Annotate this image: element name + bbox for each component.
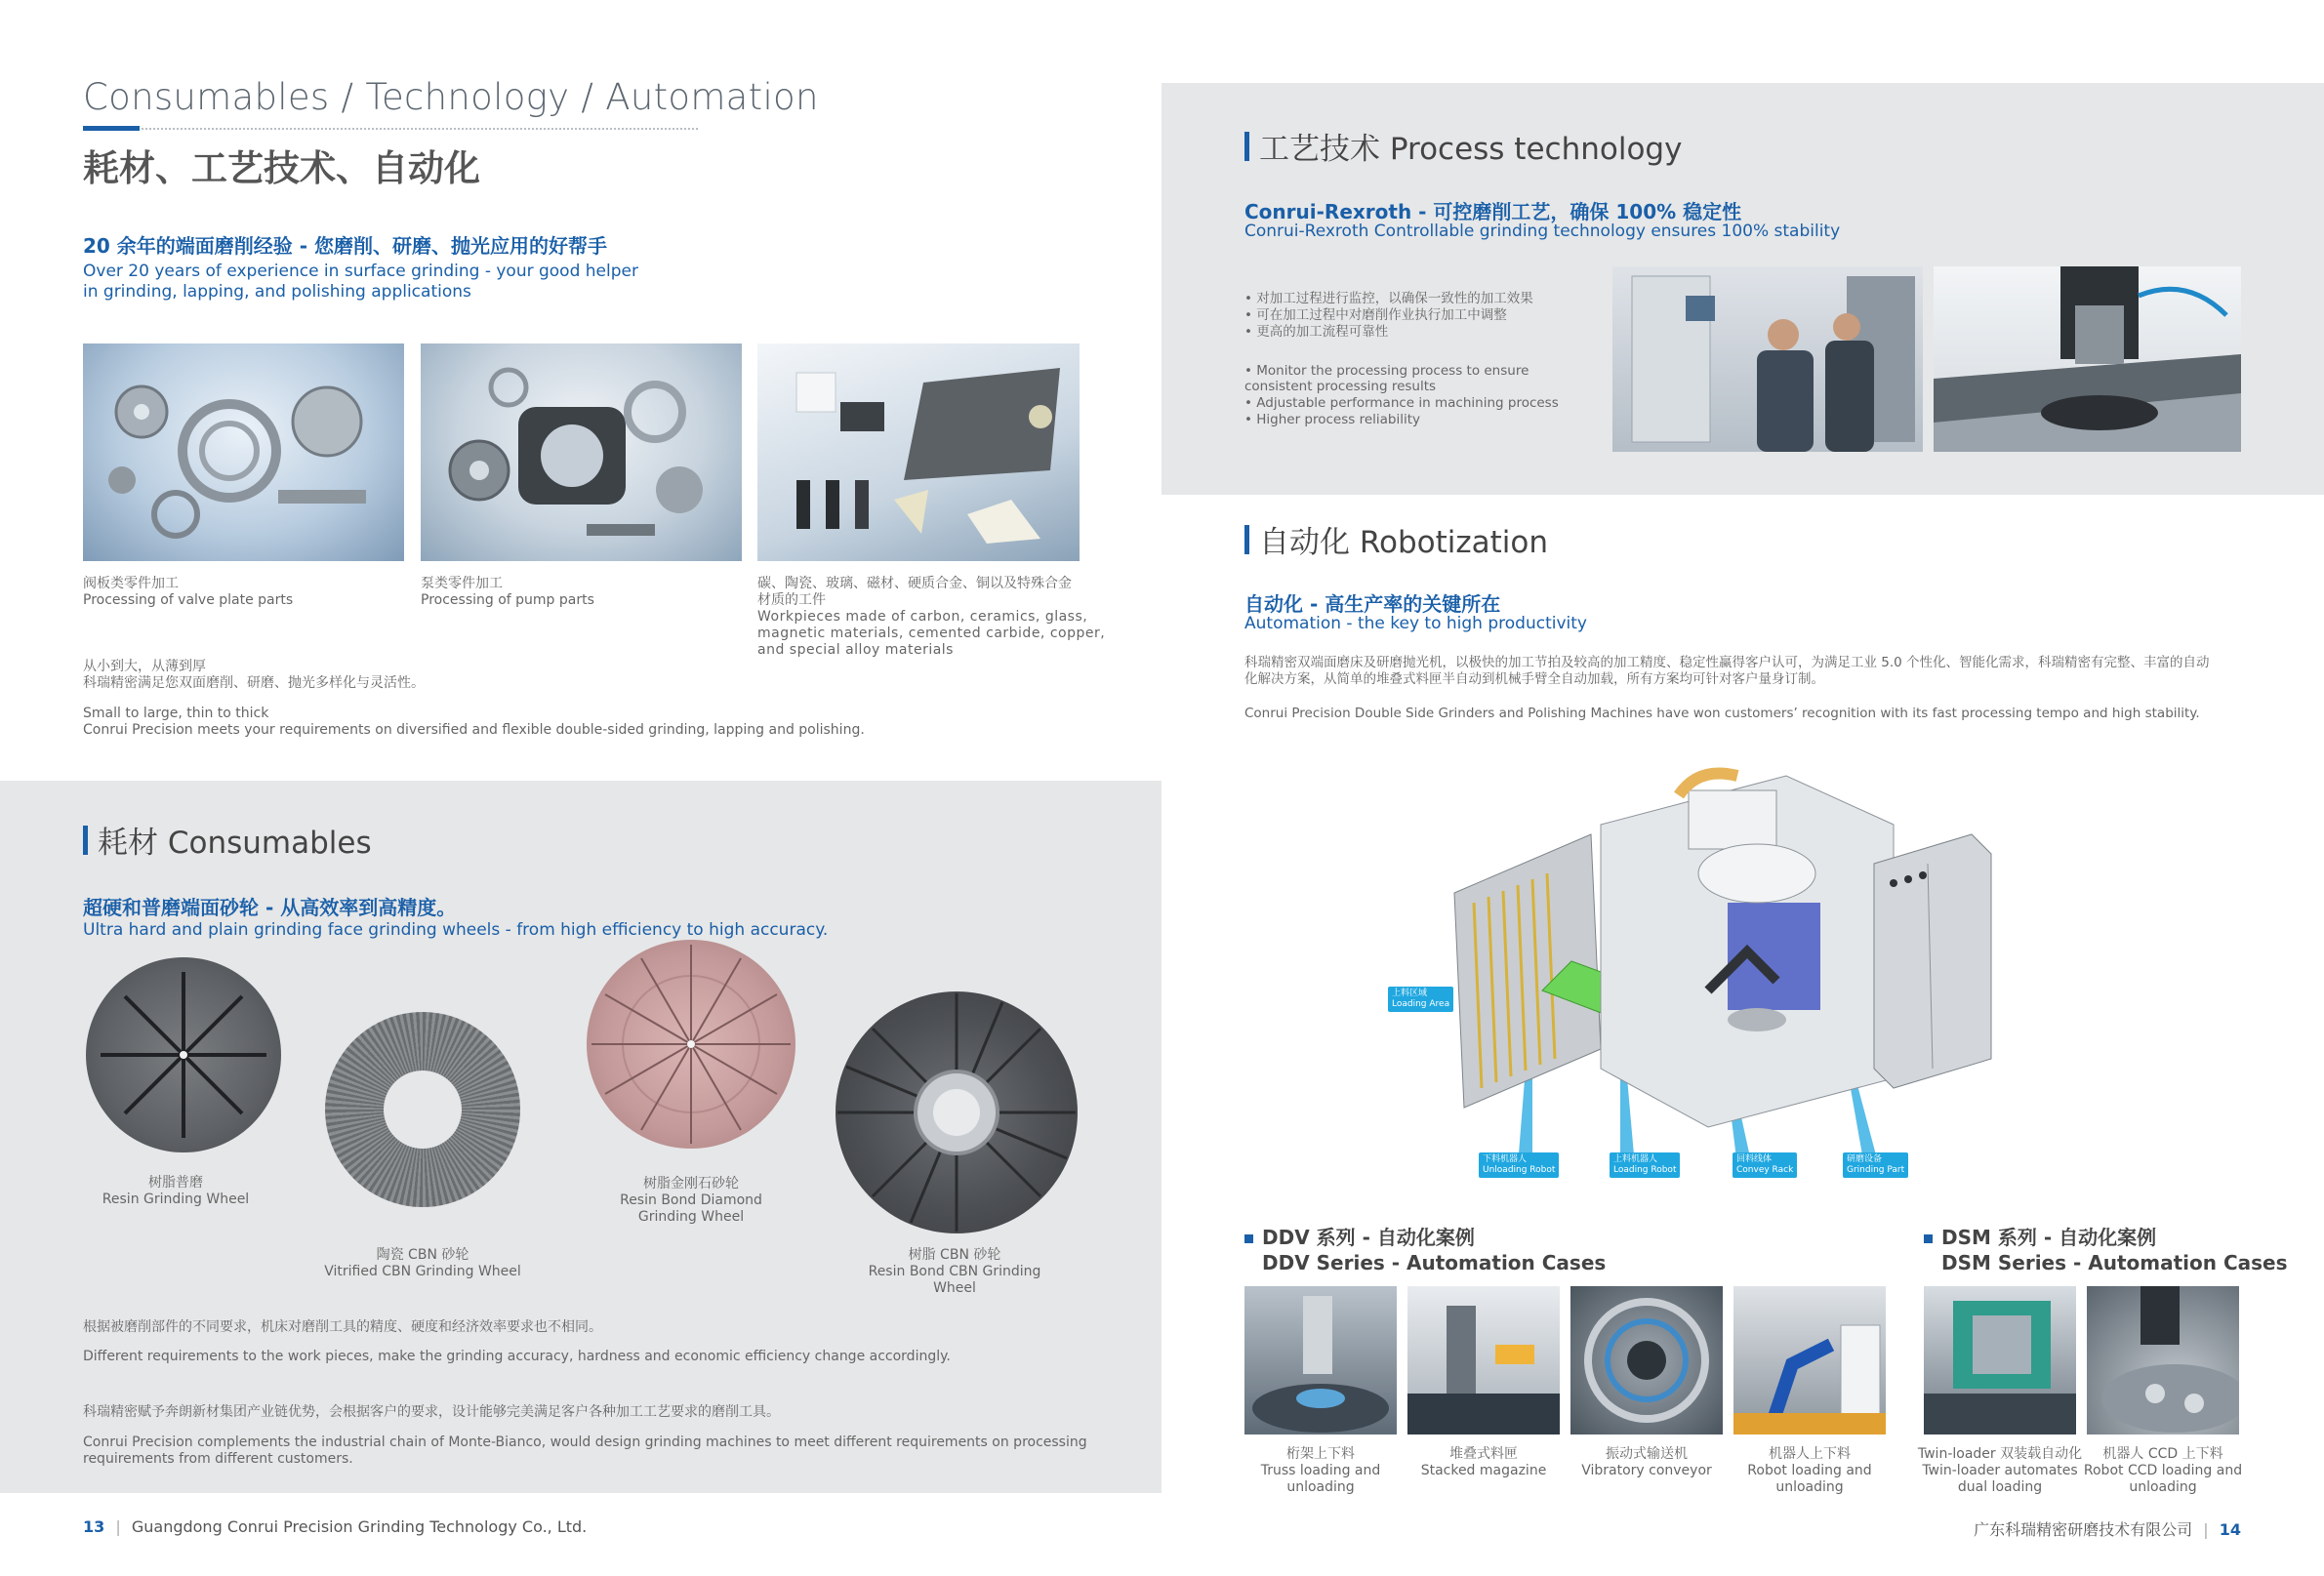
pump-parts-photo (421, 343, 742, 561)
page-number-right: 14 (2219, 1520, 2241, 1539)
wheel2-caption-zh: 陶瓷 CBN 砂轮 (376, 1247, 469, 1263)
callout-loading-robot (1610, 1152, 1680, 1178)
process-title-text: 工艺技术 Process technology (1259, 132, 1683, 167)
photo3-caption-en-2: magnetic materials, cemented carbide, copper, (757, 626, 1106, 641)
ddv-title-zh-text: DDV 系列 - 自动化案例 (1262, 1226, 1475, 1249)
dsm-case2-zh: 机器人 CCD 上下料 (2102, 1446, 2223, 1462)
dsm-case-ccd-photo (2087, 1286, 2239, 1435)
callout-convey-rack-en: Convey Rack (1736, 1165, 1794, 1175)
dsm-title-en: DSM Series - Automation Cases (1941, 1251, 2288, 1274)
dsm-title-zh-text: DSM 系列 - 自动化案例 (1941, 1226, 2157, 1249)
header-title-zh: 耗材、工艺技术、自动化 (83, 147, 480, 189)
automation-machine-illustration (1366, 756, 2050, 1186)
special-materials-photo (757, 343, 1080, 561)
callout-unloading-robot-zh: 下料机器人 (1483, 1154, 1528, 1164)
robot-p-zh-1: 科瑞精密双端面磨床及研磨抛光机，以极快的加工节拍及较高的加工精度、稳定性赢得客户认可，为满足工业 5.0 个性化、智能化需求，科瑞精密有完整、丰富的自动 (1244, 655, 2210, 670)
robot-sub-zh: 自动化 - 高生产率的关键所在 (1244, 592, 1501, 616)
callout-loading-robot-en: Loading Robot (1613, 1165, 1677, 1175)
footer-right: 广东科瑞精密研磨技术有限公司 | 14 (1974, 1520, 2241, 1539)
callout-loading-area-zh: 上料区域 (1392, 989, 1428, 998)
section-bar (83, 826, 88, 855)
resin-diamond-wheel-image (587, 940, 795, 1149)
robot-title (1244, 517, 1548, 561)
intro-note-en-1: Small to large, thin to thick (83, 706, 269, 721)
ddv-case1-zh: 桁架上下料 (1286, 1446, 1355, 1462)
footer-left: 13 | Guangdong Conrui Precision Grinding Technology Co., Ltd. (83, 1517, 588, 1536)
dsm-title-zh (1924, 1226, 2156, 1250)
callout-loading-area-en: Loading Area (1392, 999, 1450, 1009)
machine-detail-photo (1934, 266, 2241, 452)
ddv-case-robot-photo (1733, 1286, 1886, 1435)
process-sub-zh: Conrui-Rexroth - 可控磨削工艺，确保 100% 稳定性 (1244, 200, 1742, 223)
process-bullet-en-3: • Adjustable performance in machining process (1244, 395, 1559, 411)
wheel4-caption-en-1: Resin Bond CBN Grinding (868, 1264, 1041, 1279)
intro-note-zh-2: 科瑞精密满足您双面磨削、研磨、抛光多样化与灵活性。 (83, 675, 425, 691)
robot-p-zh-2: 化解决方案，从简单的堆叠式料匣半自动到机械手臂全自动加载，所有方案均可针对客户量身订制。 (1244, 671, 1824, 687)
dsm-case1-zh: Twin-loader 双装载自动化 (1917, 1446, 2083, 1462)
ddv-case1-en-1: Truss loading and (1260, 1463, 1381, 1478)
resin-grinding-wheel-image (86, 957, 281, 1152)
consumables-title (83, 818, 372, 862)
robot-title-text: 自动化 Robotization (1259, 525, 1549, 560)
ddv-case2-zh: 堆叠式料匣 (1449, 1446, 1518, 1462)
robot-sub-en: Automation - the key to high productivity (1244, 614, 1587, 633)
bullet-square (1244, 1234, 1253, 1243)
process-bullet-zh-1: • 对加工过程进行监控，以确保一致性的加工效果 (1244, 291, 1533, 306)
callout-convey-rack-zh: 回料线体 (1736, 1154, 1773, 1164)
photo3-caption-zh-2: 材质的工件 (757, 592, 826, 608)
consumables-p2-en-2: requirements from different customers. (83, 1451, 353, 1467)
page-number-left: 13 (83, 1517, 105, 1536)
wheel4-caption-zh: 树脂 CBN 砂轮 (908, 1247, 1001, 1263)
process-bullet-en-1: • Monitor the processing process to ensure (1244, 363, 1529, 379)
footer-company-zh: 广东科瑞精密研磨技术有限公司 (1974, 1520, 2193, 1539)
header-title-en: Consumables / Technology / Automation (83, 76, 819, 118)
photo1-caption-zh: 阀板类零件加工 (83, 576, 179, 591)
ddv-title-zh (1244, 1226, 1475, 1250)
robot-p-en: Conrui Precision Double Side Grinders and Polishing Machines have won customers’ recognition with its fast processing tempo and high stability. (1244, 706, 2200, 721)
process-title (1244, 124, 1682, 168)
photo2-caption-en: Processing of pump parts (421, 592, 594, 608)
resin-cbn-wheel-image (836, 991, 1078, 1233)
process-sub-en: Conrui-Rexroth Controllable grinding technology ensures 100% stability (1244, 222, 1841, 241)
section-bar (1244, 132, 1249, 161)
callout-unloading-robot-en: Unloading Robot (1483, 1165, 1556, 1175)
callout-convey-rack (1733, 1152, 1797, 1178)
process-bullet-en-2: consistent processing results (1244, 379, 1437, 394)
callout-grinding-part (1843, 1152, 1908, 1178)
wheel4-caption-en-2: Wheel (933, 1280, 976, 1296)
ddv-case-magazine-photo (1407, 1286, 1560, 1435)
vitrified-cbn-wheel-image (325, 1012, 520, 1207)
photo3-caption-en-3: and special alloy materials (757, 642, 954, 658)
ddv-case2-en-1: Stacked magazine (1420, 1463, 1547, 1478)
consumables-p1-en: Different requirements to the work pieces, make the grinding accuracy, hardness and economic efficiency change accordingly. (83, 1349, 951, 1364)
ddv-case3-zh: 振动式输送机 (1606, 1446, 1688, 1462)
wheel2-caption-en: Vitrified CBN Grinding Wheel (324, 1264, 521, 1279)
photo3-caption-zh-1: 碳、陶瓷、玻璃、磁材、硬质合金、铜以及特殊合金 (757, 576, 1072, 591)
intro-note-zh-1: 从小到大，从薄到厚 (83, 659, 206, 674)
process-bullet-en-4: • Higher process reliability (1244, 412, 1421, 427)
ddv-case1-en-2: unloading (1286, 1479, 1355, 1495)
intro-headline-en-2: in grinding, lapping, and polishing applications (83, 282, 471, 302)
intro-headline-en-1: Over 20 years of experience in surface grinding - your good helper (83, 262, 638, 281)
ddv-case-truss-photo (1244, 1286, 1397, 1435)
ddv-title-en: DDV Series - Automation Cases (1262, 1251, 1607, 1274)
callout-unloading-robot (1479, 1152, 1559, 1178)
wheel1-caption-en: Resin Grinding Wheel (102, 1192, 250, 1207)
header-divider (83, 128, 698, 130)
photo3-caption-en-1: Workpieces made of carbon, ceramics, glass, (757, 609, 1088, 625)
ddv-case4-zh: 机器人上下料 (1769, 1446, 1851, 1462)
consumables-sub-zh: 超硬和普磨端面砂轮 - 从高效率到高精度。 (83, 896, 457, 919)
wheel3-caption-zh: 树脂金刚石砂轮 (643, 1176, 739, 1192)
ddv-case-vibratory-photo (1570, 1286, 1723, 1435)
ddv-case3-en-1: Vibratory conveyor (1581, 1463, 1712, 1478)
dsm-case2-en-2: unloading (2129, 1479, 2197, 1495)
header-accent-bar (83, 126, 140, 131)
photo1-caption-en: Processing of valve plate parts (83, 592, 294, 608)
valve-plate-parts-photo (83, 343, 404, 561)
consumables-sub-en: Ultra hard and plain grinding face grinding wheels - from high efficiency to high accuracy. (83, 920, 829, 940)
dsm-case2-en-1: Robot CCD loading and (2083, 1463, 2243, 1478)
consumables-title-text: 耗材 Consumables (98, 826, 372, 861)
photo2-caption-zh: 泵类零件加工 (421, 576, 503, 591)
consumables-p1-zh: 根据被磨削部件的不同要求，机床对磨削工具的精度、硬度和经济效率要求也不相同。 (83, 1319, 602, 1335)
bullet-square (1924, 1234, 1933, 1243)
consumables-p2-zh: 科瑞精密赋予奔朗新材集团产业链优势，会根据客户的要求，设计能够完美满足客户各种加工工艺要求的磨削工具。 (83, 1404, 780, 1420)
dsm-case-twin-loader-photo (1924, 1286, 2076, 1435)
intro-note-en-2: Conrui Precision meets your requirements on diversified and flexible double-sided grinding, lapping and polishing. (83, 722, 865, 738)
dsm-case1-en-2: dual loading (1957, 1479, 2043, 1495)
operators-photo (1612, 266, 1923, 452)
wheel1-caption-zh: 树脂普磨 (148, 1175, 203, 1191)
callout-loading-robot-zh: 上料机器人 (1613, 1154, 1658, 1164)
dsm-case1-en-1: Twin-loader automates (1922, 1463, 2078, 1478)
wheel3-caption-en-2: Grinding Wheel (637, 1209, 745, 1225)
section-bar (1244, 525, 1249, 554)
wheel3-caption-en-1: Resin Bond Diamond (620, 1192, 762, 1208)
ddv-case4-en-2: unloading (1775, 1479, 1844, 1495)
callout-loading-area (1388, 987, 1453, 1012)
intro-headline-zh: 20 余年的端面磨削经验 - 您磨削、研磨、抛光应用的好帮手 (83, 234, 608, 258)
process-bullet-zh-2: • 可在加工过程中对磨削作业执行加工中调整 (1244, 307, 1507, 323)
process-bullet-zh-3: • 更高的加工流程可靠性 (1244, 324, 1389, 340)
callout-grinding-part-zh: 研磨设备 (1847, 1154, 1883, 1164)
callout-grinding-part-en: Grinding Part (1847, 1165, 1905, 1175)
ddv-case4-en-1: Robot loading and (1747, 1463, 1872, 1478)
footer-company-en: Guangdong Conrui Precision Grinding Technology Co., Ltd. (131, 1517, 588, 1536)
consumables-p2-en-1: Conrui Precision complements the industrial chain of Monte-Bianco, would design grinding machines to meet different requirements on processing (83, 1435, 1087, 1450)
